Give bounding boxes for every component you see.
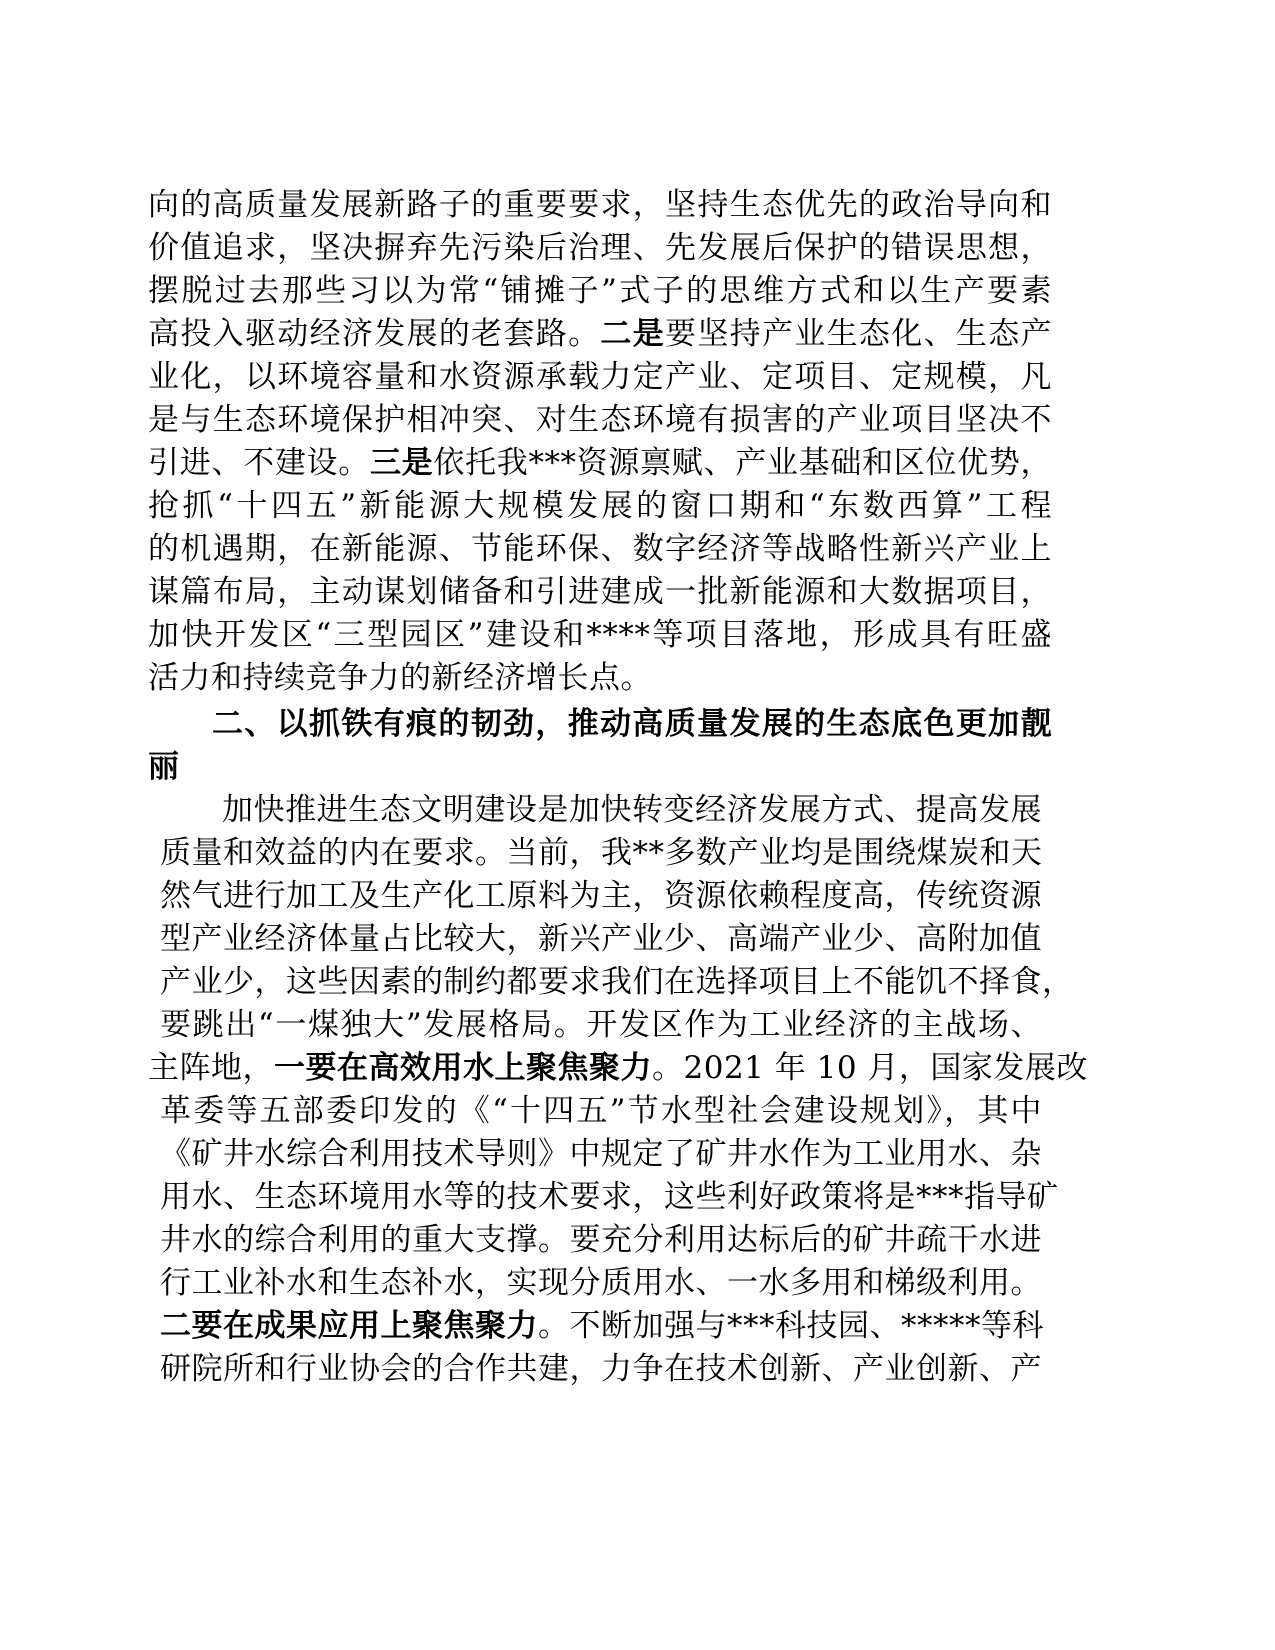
text-segment: 活力和持续竞争力的新经济增长点。 — [148, 660, 652, 696]
bold-text-segment: 丽 — [148, 749, 180, 785]
text-line — [148, 485, 1052, 527]
text-segment: 谋篇布局，主动谋划储备和引进建成一批新能源和大数据项目， — [148, 574, 1052, 610]
text-segment: 的机遇期，在新能源、节能环保、数字经济等战略性新兴产业上 — [148, 531, 1052, 567]
text-segment: 是与生态环境保护相冲突、对生态环境有损害的产业项目坚决不 — [148, 402, 1052, 438]
text-line — [160, 1348, 1042, 1390]
text-line — [148, 356, 1052, 398]
section-heading-continued — [148, 746, 1052, 788]
text-line — [160, 1176, 1059, 1218]
text-segment: 型产业经济体量占比较大，新兴产业少、高端产业少、高附加值 — [160, 921, 1042, 957]
text-segment: 研院所和行业协会的合作共建，力争在技术创新、产业创新、产 — [160, 1351, 1042, 1387]
text-segment: 摆脱过去那些习以为常“铺摊子”式子的思维方式和以生产要素 — [148, 273, 1052, 309]
text-segment: 然气进行加工及生产化工原料为主，资源依赖程度高，传统资源 — [160, 878, 1042, 914]
text-line — [148, 270, 1052, 312]
text-line — [148, 614, 1052, 656]
text-line — [148, 528, 1052, 570]
text-segment: 依托我***资源禀赋、产业基础和区位优势， — [433, 445, 1053, 481]
text-line — [160, 918, 1042, 960]
text-segment: 要跳出“一煤独大”发展格局。开发区作为工业经济的主战场、 — [160, 1007, 1042, 1043]
text-segment: 高投入驱动经济发展的老套路。 — [148, 316, 601, 352]
text-line — [160, 875, 1042, 917]
text-line — [160, 1305, 1042, 1347]
text-segment: 。不断加强与***科技园、*****等科 — [538, 1308, 1044, 1344]
text-line — [160, 961, 1074, 1003]
text-line — [222, 789, 1042, 831]
text-segment: 《矿井水综合利用技术导则》中规定了矿井水作为工业用水、杂 — [160, 1136, 1042, 1172]
text-segment: 行工业补水和生态补水，实现分质用水、一水多用和梯级利用。 — [160, 1265, 1042, 1301]
text-line — [160, 832, 1042, 874]
text-segment: 抢抓“十四五”新能源大规模发展的窗口期和“东数西算”工程 — [148, 488, 1052, 524]
text-line — [148, 657, 1052, 699]
text-line — [160, 1262, 1042, 1304]
text-segment: 价值追求，坚决摒弃先污染后治理、先发展后保护的错误思想， — [148, 230, 1052, 266]
text-segment: 井水的综合利用的重大支撑。要充分利用达标后的矿井疏干水进 — [160, 1222, 1042, 1258]
bold-text-segment: 二、以抓铁有痕的韧劲，推动高质量发展的生态底色更加靓 — [212, 706, 1052, 742]
text-line — [148, 227, 1052, 269]
bold-text-segment: 二是 — [600, 316, 666, 352]
bold-text-segment: 三是 — [369, 445, 434, 481]
text-segment: 用水、生态环境用水等的技术要求，这些利好政策将是***指导矿 — [160, 1179, 1059, 1215]
text-segment: 质量和效益的内在要求。当前，我**多数产业均是围绕煤炭和天 — [160, 835, 1043, 871]
text-segment: 要坚持产业生态化、生态产 — [665, 316, 1053, 352]
text-line — [160, 1090, 1042, 1132]
text-segment: 。2021 年 10 月，国家发展改 — [652, 1050, 1088, 1086]
text-segment: 向的高质量发展新路子的重要要求，坚持生态优先的政治导向和 — [148, 187, 1052, 223]
text-segment: 加快开发区“三型园区”建设和****等项目落地，形成具有旺盛 — [148, 617, 1052, 653]
text-segment: 业化，以环境容量和水资源承载力定产业、定项目、定规模，凡 — [148, 359, 1052, 395]
bold-text-segment: 一要在高效用水上聚焦聚力 — [274, 1050, 652, 1086]
text-line — [148, 313, 1052, 355]
text-segment: 产业少，这些因素的制约都要求我们在选择项目上不能饥不择食， — [160, 964, 1074, 1000]
text-segment: 主阵地， — [148, 1050, 274, 1086]
text-segment: 引进、不建设。 — [148, 445, 370, 481]
text-line — [148, 1047, 1088, 1089]
text-segment: 革委等五部委印发的《“十四五”节水型社会建设规划》，其中 — [160, 1093, 1042, 1129]
text-line — [160, 1133, 1042, 1175]
text-line — [160, 1219, 1042, 1261]
text-line — [148, 184, 1052, 226]
text-line — [160, 1004, 1042, 1046]
section-heading — [212, 703, 1052, 745]
text-segment: 加快推进生态文明建设是加快转变经济发展方式、提高发展 — [222, 792, 1042, 828]
text-line — [148, 399, 1052, 441]
bold-text-segment: 二要在成果应用上聚焦聚力 — [160, 1308, 538, 1344]
text-line — [148, 571, 1052, 613]
text-line — [148, 442, 1052, 484]
